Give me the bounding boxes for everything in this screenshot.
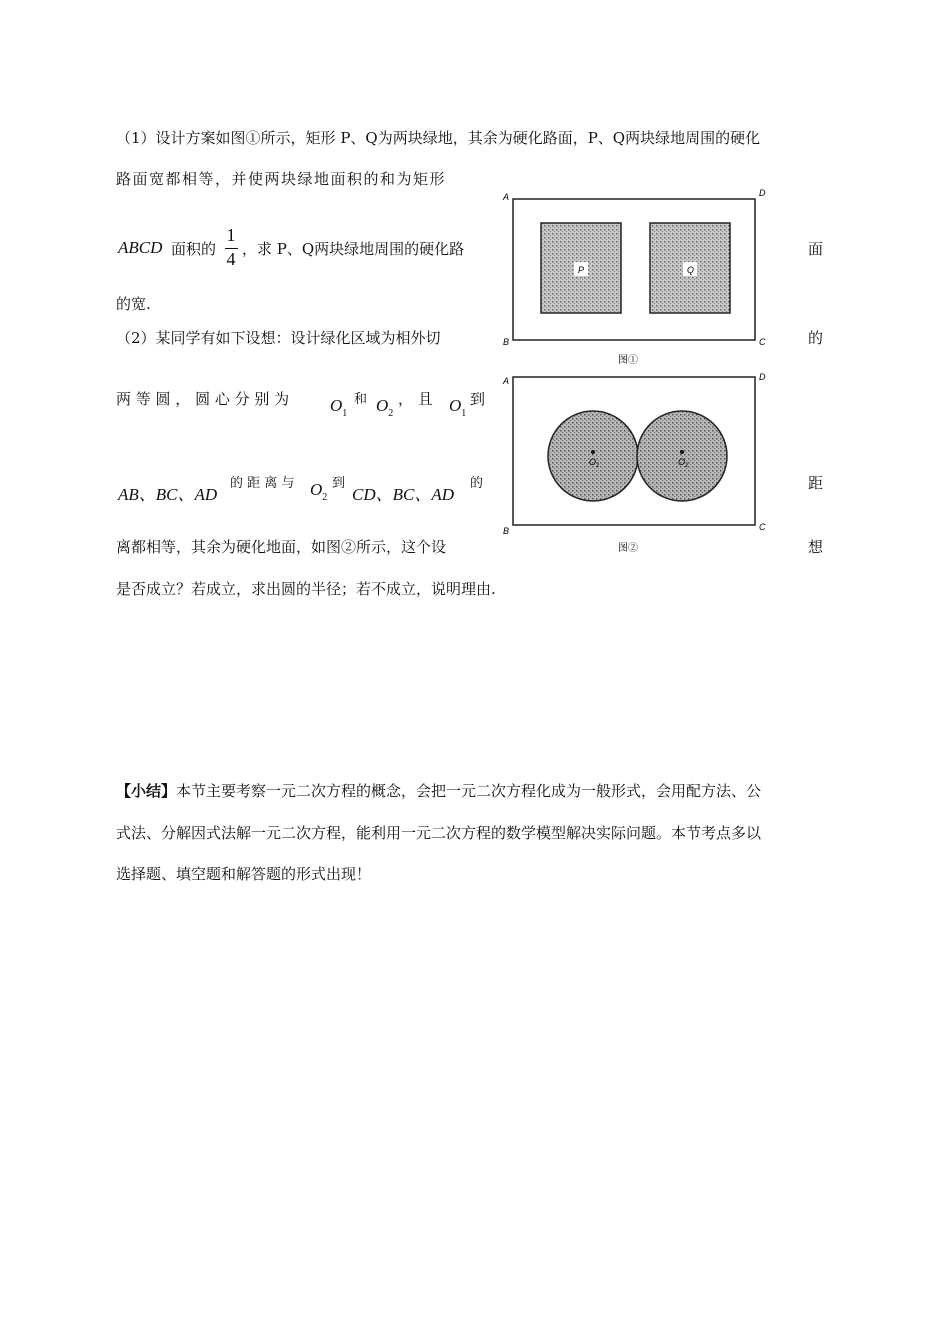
p2-line5: 是否成立？若成立，求出圆的半径；若不成立，说明理由.	[116, 580, 496, 598]
summary-line1	[116, 780, 761, 801]
figure-1	[500, 185, 790, 370]
figure-2	[500, 370, 790, 558]
p2-line3-right: 距	[808, 474, 824, 492]
label-o1: $O_1$	[589, 457, 600, 469]
circle-o1	[548, 411, 638, 501]
p2-line1: （2）某同学有如下设想：设计绿化区域为相外切	[116, 329, 441, 347]
figure-2-caption: 图②	[618, 543, 638, 554]
p2-cd-bc-ad: CD、BC、AD	[352, 485, 454, 504]
summary-line2: 式法、分解因式法解一元二次方程，能利用一元二次方程的数学模型解决实际问题。本节考点多以	[116, 824, 762, 842]
label-c-2: C	[759, 522, 766, 532]
p1-line1: （1）设计方案如图①所示，矩形 P、Q为两块绿地，其余为硬化路面，P、Q两块绿地周围的硬化	[116, 129, 761, 147]
p2-line2-text: 两 等 圆 ， 圆 心 分 别 为	[116, 390, 290, 408]
p2-qie: ， 且	[398, 390, 433, 408]
fraction-numerator: 1	[226, 225, 236, 245]
p2-line1-right: 的	[808, 329, 824, 347]
summary-text-1: 本节主要考察一元二次方程的概念，会把一元二次方程化成为一般形式，会用配方法、公	[176, 782, 762, 800]
p2-he: 和	[354, 392, 368, 407]
p2-line4-right: 想	[808, 538, 824, 556]
o1-symbol: $O_1$	[330, 396, 348, 419]
p2-dao: 到	[470, 390, 486, 408]
label-d-2: D	[759, 372, 766, 382]
circle-o2	[637, 411, 727, 501]
figure-1-caption: 图①	[618, 355, 638, 366]
p1-area-text: 面积的	[171, 240, 217, 258]
label-a: A	[503, 192, 510, 202]
p1-line3-right: 面	[808, 240, 824, 258]
fraction-denominator: 4	[226, 249, 236, 269]
p2-de: 的	[470, 476, 484, 491]
label-b-2: B	[503, 526, 510, 536]
p1-line3-rest: ，求 P、Q两块绿地周围的硬化路	[242, 240, 465, 258]
p2-distance-text: 的 距 离 与	[230, 476, 295, 491]
o2-symbol: $O_2$	[376, 396, 394, 419]
label-b: B	[503, 337, 510, 347]
p2-ab-bc-ad: AB、BC、AD	[118, 485, 218, 504]
p1-line4: 的宽.	[116, 295, 151, 313]
o1-symbol-second: $O_1$	[449, 396, 467, 419]
p2-line4: 离都相等，其余为硬化地面，如图②所示，这个设	[116, 538, 447, 556]
label-c: C	[759, 337, 766, 347]
o2-symbol-second: $O_2$	[310, 480, 328, 503]
label-q: Q	[687, 265, 695, 275]
summary-line3: 选择题、填空题和解答题的形式出现！	[116, 865, 372, 883]
summary-heading: 【小结】	[116, 782, 177, 800]
p1-line2: 路面宽都相等，并使两块绿地面积的和为矩形	[116, 170, 447, 188]
label-o2: $O_2$	[678, 457, 689, 469]
p1-abcd: ABCD	[118, 238, 163, 257]
label-a-2: A	[503, 376, 510, 386]
label-p: P	[578, 265, 585, 275]
label-d: D	[759, 188, 766, 198]
p2-dao-2: 到	[332, 476, 346, 491]
